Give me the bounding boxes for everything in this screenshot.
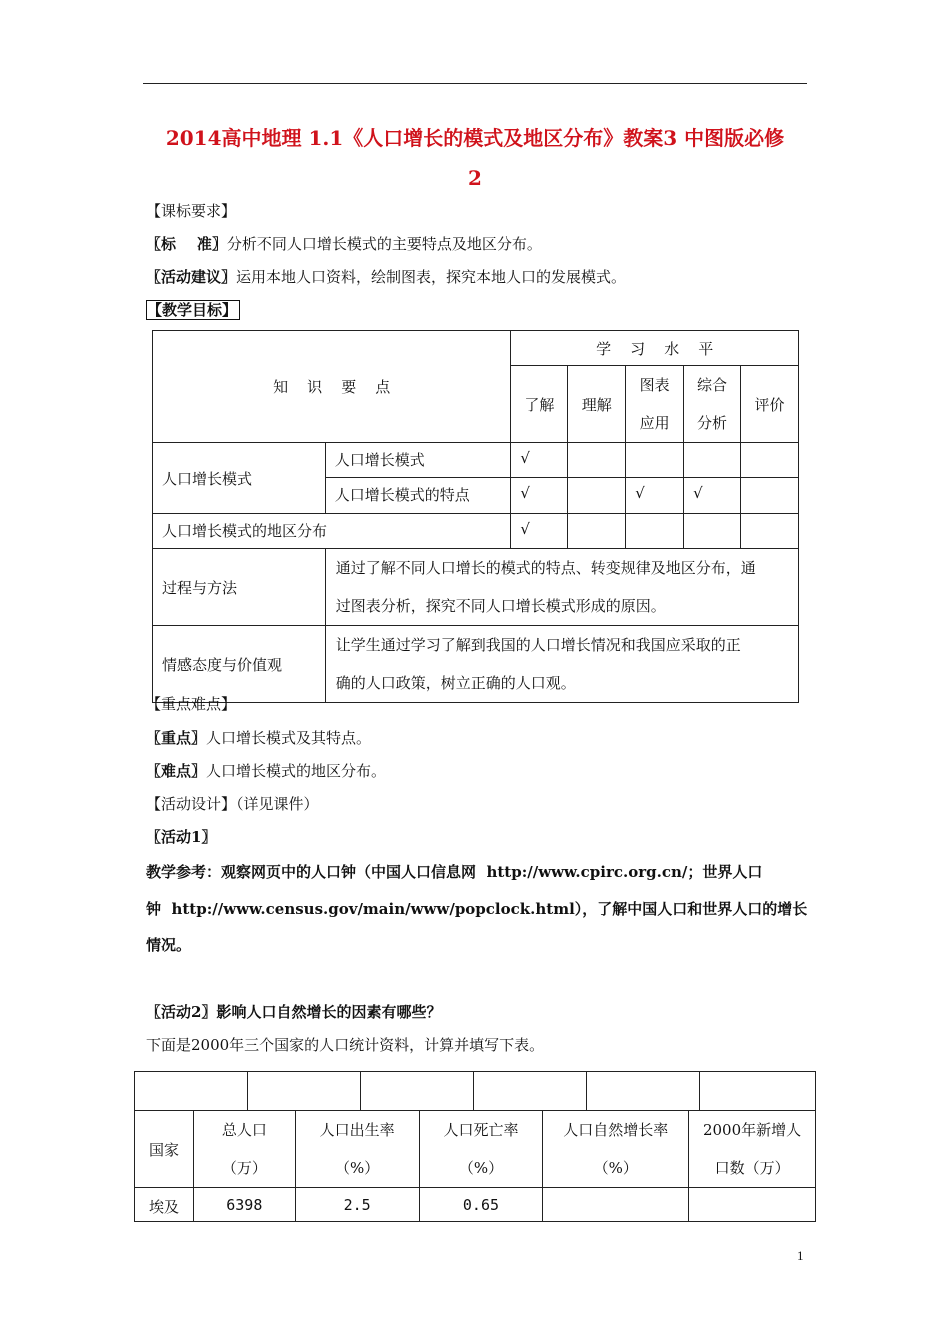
col-country: 国家: [135, 1111, 194, 1188]
activity1-line3: 情况。: [146, 936, 192, 954]
level-tubiao-line2: 应用: [639, 414, 670, 432]
nandian-text: 人口增长模式的地区分布。: [206, 762, 387, 780]
egypt-birth: 2.5: [295, 1188, 419, 1222]
nandian-label: 〖难点〗: [146, 762, 207, 780]
egypt-death: 0.65: [419, 1188, 543, 1222]
zhongdian-heading: 【重点难点】: [146, 695, 237, 713]
process-label: 过程与方法: [153, 549, 326, 626]
row2-mark-zonghe: √: [684, 478, 741, 514]
col-total-line1: 总人口: [221, 1121, 267, 1139]
kebiao-heading: 【课标要求】: [146, 202, 237, 220]
row2-label: 人口增长模式的特点: [325, 478, 511, 514]
knowledge-header: 知 识 要 点: [153, 331, 511, 443]
document-title: [140, 118, 810, 198]
col-new: [689, 1111, 816, 1188]
jiaoxue-mubiao-heading: 【教学目标】: [146, 300, 240, 320]
biaozhun-text: 分析不同人口增长模式的主要特点及地区分布。: [226, 235, 542, 253]
title-line-2: 2: [468, 166, 482, 190]
emotion-text-line2: 确的人口政策，树立正确的人口观。: [335, 674, 576, 692]
row3-mark-pingjia: [741, 514, 799, 549]
row1-mark-lijie: [568, 443, 626, 478]
egypt-natural: [543, 1188, 689, 1222]
population-table: [134, 1071, 816, 1222]
huodong-sheji: 【活动设计】（详见课件）: [146, 795, 319, 813]
col-total: [193, 1111, 295, 1188]
jiaoxue-mubiao-heading-line: [146, 300, 240, 320]
level-tubiao-yingyong: [626, 366, 684, 443]
process-text-line1: 通过了解不同人口增长的模式的特点、转变规律及地区分布，通: [335, 559, 756, 577]
row1-mark-pingjia: [741, 443, 799, 478]
egypt-new: [689, 1188, 816, 1222]
row1-mark-tubiao: [626, 443, 684, 478]
huodong-jianyi-line: [146, 267, 626, 287]
col-death-line1: 人口死亡率: [443, 1121, 519, 1139]
row3-mark-zonghe: [684, 514, 741, 549]
table-row: [135, 1188, 816, 1222]
col-natural-line1: 人口自然增长率: [563, 1121, 669, 1139]
nandian-line: [146, 761, 386, 781]
emotion-label: 情感态度与价值观: [153, 626, 326, 703]
activity2-intro: 下面是2000年三个国家的人口统计资料，计算并填写下表。: [146, 1036, 545, 1054]
row3-mark-lijie: [568, 514, 626, 549]
activity1-line2: 钟 http://www.census.gov/main/www/popclock.html），了解中国人口和世界人口的增长: [146, 900, 808, 918]
header-rule: [143, 83, 807, 84]
level-zonghe-fenxi: [684, 366, 741, 443]
col-natural: [543, 1111, 689, 1188]
level-lijie: 理解: [568, 366, 626, 443]
emotion-text-line1: 让学生通过学习了解到我国的人口增长情况和我国应采取的正: [335, 636, 741, 654]
emotion-text: [325, 626, 798, 703]
biaozhun-line: [146, 234, 542, 254]
col-total-line2: （万）: [221, 1159, 267, 1177]
activity1-line1: 教学参考：观察网页中的人口钟（中国人口信息网 http://www.cpirc.org.cn/；世界人口: [146, 863, 763, 881]
col-birth: [295, 1111, 419, 1188]
row3-mark-tubiao: [626, 514, 684, 549]
zhongdian-line: [146, 728, 371, 748]
row2-mark-pingjia: [741, 478, 799, 514]
header-row: [135, 1111, 816, 1188]
row3-label: 人口增长模式的地区分布: [153, 514, 511, 549]
row2-mark-lijie: [568, 478, 626, 514]
row1-label: 人口增长模式: [325, 443, 511, 478]
egypt-total: 6398: [193, 1188, 295, 1222]
title-line-1: 2014高中地理 1.1《人口增长的模式及地区分布》教案3 中图版必修: [165, 126, 785, 150]
row3-mark-liaojie: √: [511, 514, 568, 549]
level-header: 学 习 水 平: [511, 331, 799, 366]
col-new-line2: 口数（万）: [714, 1159, 790, 1177]
level-pingjia: 评价: [741, 366, 799, 443]
level-zonghe-line1: 综合: [697, 376, 728, 394]
col-death: [419, 1111, 543, 1188]
row1-mark-liaojie: √: [511, 443, 568, 478]
biaozhun-label: 〖标 准〗: [146, 235, 227, 253]
huodong-jianyi-label: 〖活动建议〗: [146, 268, 237, 286]
col-birth-line2: （%）: [335, 1159, 380, 1177]
col-birth-line1: 人口出生率: [319, 1121, 395, 1139]
process-text: [325, 549, 798, 626]
process-text-line2: 过图表分析，探究不同人口增长模式形成的原因。: [335, 597, 666, 615]
group-population-growth-mode: 人口增长模式: [153, 443, 326, 514]
level-zonghe-line2: 分析: [697, 414, 728, 432]
level-liaojie: 了解: [511, 366, 568, 443]
zhongdian-text: 人口增长模式及其特点。: [206, 729, 372, 747]
activity1-label: 〖活动1〗: [146, 828, 217, 846]
huodong-jianyi-text: 运用本地人口资料，绘制图表，探究本地人口的发展模式。: [236, 268, 627, 286]
page-number: 1: [797, 1248, 804, 1263]
activity2-heading: 〖活动2〗影响人口自然增长的因素有哪些？: [146, 1003, 442, 1021]
col-new-line1: 2000年新增人: [702, 1121, 802, 1139]
col-natural-line2: （%）: [593, 1159, 638, 1177]
egypt-country: 埃及: [135, 1188, 194, 1222]
teaching-goals-table: [152, 330, 799, 703]
row2-mark-liaojie: √: [511, 478, 568, 514]
level-tubiao-line1: 图表: [639, 376, 670, 394]
blank-row: [135, 1072, 816, 1111]
col-death-line2: （%）: [458, 1159, 504, 1177]
row1-mark-zonghe: [684, 443, 741, 478]
zhongdian-label: 〖重点〗: [146, 729, 207, 747]
row2-mark-tubiao: √: [626, 478, 684, 514]
